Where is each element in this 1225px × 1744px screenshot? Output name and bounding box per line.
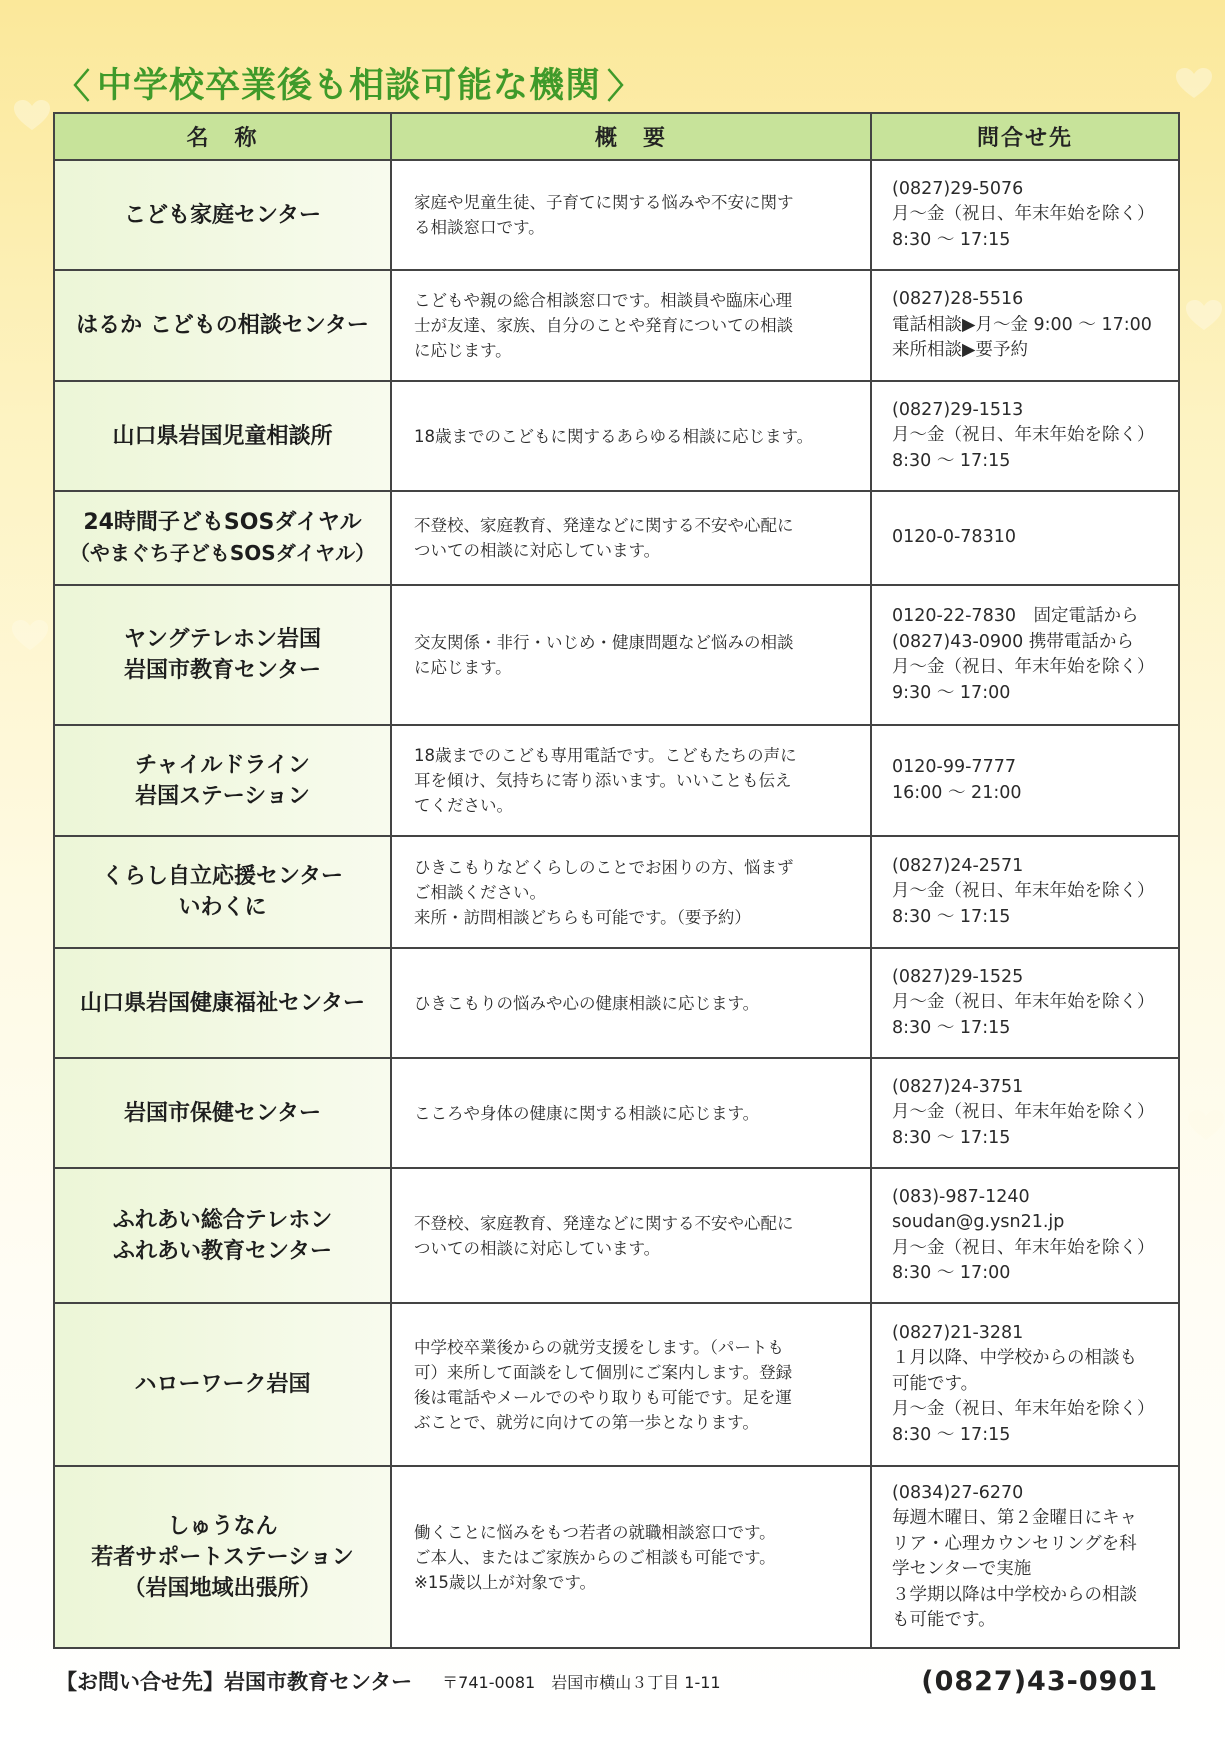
cell-name — [54, 725, 391, 836]
contact-line: 0120-22-7830 固定電話から — [892, 606, 1139, 626]
contact-line: も可能です。 — [892, 1610, 996, 1630]
desc-line: に応じます。 — [414, 341, 512, 360]
cell-contact — [871, 1168, 1179, 1303]
cell-desc — [391, 725, 871, 836]
contact-line: 月～金（祝日、年末年始を除く） — [892, 657, 1155, 677]
table-row — [54, 1466, 1179, 1648]
table-row — [54, 381, 1179, 491]
desc-line: 不登校、家庭教育、発達などに関する不安や心配に — [414, 1213, 794, 1233]
contact-line: (0827)21-3281 — [892, 1322, 1024, 1343]
header-contact: 問合せ先 — [871, 113, 1179, 160]
contact-line: 8:30 ～ 17:15 — [892, 450, 1011, 471]
contact-line: (083)-987-1240 — [892, 1186, 1030, 1207]
cell-desc — [391, 1058, 871, 1168]
desc-line: 来所・訪問相談どちらも可能です。（要予約） — [414, 907, 751, 927]
cell-contact — [871, 160, 1179, 270]
desc-line: こころや身体の健康に関する相談に応じます。 — [414, 1103, 760, 1123]
desc-line: 士が友達、家族、自分のことや発育についての相談 — [414, 316, 794, 335]
contact-line: 可能です。 — [892, 1373, 979, 1394]
contact-line: (0827)29-1525 — [892, 966, 1024, 987]
name-line: 岩国市教育センター — [123, 658, 322, 683]
name-line: はるか こどもの相談センター — [76, 313, 369, 338]
name-line: 岩国ステーション — [135, 783, 310, 809]
heart-decoration-icon — [1188, 1110, 1224, 1142]
contact-line: 月～金（祝日、年末年始を除く） — [892, 425, 1155, 446]
desc-line: 後は電話やメールでのやり取りも可能です。足を運 — [414, 1387, 792, 1407]
desc-line: ※15歳以上が対象です。 — [414, 1572, 597, 1592]
cell-contact — [871, 585, 1179, 725]
contact-line: (0827)29-1513 — [892, 399, 1024, 420]
cell-contact — [871, 948, 1179, 1058]
contact-line: (0827)24-3751 — [892, 1076, 1024, 1097]
organization-table — [53, 112, 1180, 1649]
contact-line: soudan@g.ysn21.jp — [892, 1212, 1065, 1232]
cell-name — [54, 948, 391, 1058]
contact-line: (0827)28-5516 — [892, 289, 1024, 310]
contact-line: 月～金（祝日、年末年始を除く） — [892, 1399, 1155, 1420]
name-line: 岩国市保健センター — [123, 1100, 322, 1126]
contact-line: １月以降、中学校からの相談も — [892, 1348, 1137, 1369]
cell-desc — [391, 1303, 871, 1466]
title-close-bracket: 〉 — [607, 66, 643, 107]
desc-line: こどもや親の総合相談窓口です。相談員や臨床心理 — [414, 291, 793, 310]
table-row — [54, 270, 1179, 381]
desc-line: ひきこもりの悩みや心の健康相談に応じます。 — [414, 993, 760, 1013]
name-line: 山口県岩国児童相談所 — [112, 423, 333, 449]
desc-line: 18歳までのこどもに関するあらゆる相談に応じます。 — [414, 426, 814, 446]
name-line: くらし自立応援センター — [101, 864, 344, 889]
contact-line: 8:30 ～ 17:15 — [892, 1017, 1011, 1038]
desc-line: 可）来所して面談をして個別にご案内します。登録 — [414, 1362, 793, 1382]
desc-line: ついての相談に対応しています。 — [414, 541, 661, 560]
cell-name — [54, 1466, 391, 1648]
cell-name — [54, 1058, 391, 1168]
cell-desc — [391, 270, 871, 381]
table-row — [54, 1168, 1179, 1303]
cell-name — [54, 491, 391, 585]
contact-line: 月～金（祝日、年末年始を除く） — [892, 881, 1155, 902]
table-row — [54, 725, 1179, 836]
name-line: ヤングテレホン岩国 — [124, 627, 321, 652]
cell-desc — [391, 1168, 871, 1303]
cell-contact — [871, 1303, 1179, 1466]
contact-line: 月～金（祝日、年末年始を除く） — [892, 1237, 1155, 1258]
desc-line: 家庭や児童生徒、子育てに関する悩みや不安に関す — [414, 193, 794, 212]
heart-decoration-icon — [12, 620, 48, 652]
footer-address: 〒741-0081 岩国市横山３丁目 1-11 — [442, 1672, 721, 1692]
name-line: ふれあい総合テレホン — [112, 1207, 333, 1233]
table-header-row — [54, 113, 1179, 160]
cell-contact — [871, 725, 1179, 836]
contact-line: 月～金（祝日、年末年始を除く） — [892, 204, 1155, 225]
page-title-text: 中学校卒業後も相談可能な機関 — [97, 66, 602, 106]
contact-line: 来所相談▶要予約 — [892, 340, 1028, 361]
table-row — [54, 948, 1179, 1058]
cell-contact — [871, 836, 1179, 948]
header-name: 名 称 — [54, 113, 391, 160]
cell-desc — [391, 491, 871, 585]
heart-decoration-icon — [1176, 68, 1212, 100]
cell-desc — [391, 836, 871, 948]
desc-line: 不登校、家庭教育、発達などに関する不安や心配に — [414, 516, 794, 535]
name-line: （やまぐち子どもSOSダイヤル） — [69, 541, 376, 565]
cell-name — [54, 381, 391, 491]
cell-desc — [391, 381, 871, 491]
name-line: いわくに — [178, 895, 267, 920]
table-row — [54, 491, 1179, 585]
name-line: ハローワーク岩国 — [134, 1372, 311, 1397]
table-row — [54, 836, 1179, 948]
cell-name — [54, 836, 391, 948]
contact-line: (0827)43-0900 携帯電話から — [892, 631, 1134, 652]
cell-desc — [391, 948, 871, 1058]
table-row — [54, 1058, 1179, 1168]
desc-line: ひきこもりなどくらしのことでお困りの方、悩まず — [414, 857, 794, 877]
contact-line: 9:30 ～ 17:00 — [892, 682, 1011, 703]
cell-contact — [871, 270, 1179, 381]
footer — [56, 1662, 1178, 1700]
table-row — [54, 1303, 1179, 1466]
name-line: 24時間子どもSOSダイヤル — [83, 510, 362, 535]
cell-desc — [391, 585, 871, 725]
name-line: 山口県岩国健康福祉センター — [79, 990, 366, 1016]
page-title — [50, 58, 648, 108]
contact-line: 8:30 ～ 17:15 — [892, 1424, 1011, 1445]
desc-line: に応じます。 — [414, 658, 512, 677]
heart-decoration-icon — [14, 100, 50, 132]
contact-line: (0827)29-5076 — [892, 178, 1024, 199]
name-line: チャイルドライン — [135, 752, 310, 778]
desc-line: 働くことに悩みをもつ若者の就職相談窓口です。 — [414, 1522, 776, 1542]
cell-name — [54, 160, 391, 270]
cell-contact — [871, 381, 1179, 491]
contact-line: 学センターで実施 — [892, 1559, 1032, 1579]
cell-name — [54, 1303, 391, 1466]
contact-line: 月～金（祝日、年末年始を除く） — [892, 1102, 1155, 1123]
desc-line: 18歳までのこども専用電話です。こどもたちの声に — [414, 746, 797, 765]
contact-line: (0834)27-6270 — [892, 1482, 1024, 1503]
contact-line: 電話相談▶月～金 9:00 ～ 17:00 — [892, 314, 1152, 335]
name-line: しゅうなん — [167, 1513, 278, 1539]
desc-line: 中学校卒業後からの就労支援をします。（パートも — [414, 1337, 784, 1357]
contact-line: 8:30 ～ 17:00 — [892, 1263, 1011, 1283]
contact-line: 0120-0-78310 — [892, 527, 1016, 548]
contact-line: 8:30 ～ 17:15 — [892, 229, 1011, 250]
name-line: ふれあい教育センター — [112, 1238, 333, 1264]
cell-desc — [391, 1466, 871, 1648]
cell-name — [54, 585, 391, 725]
contact-line: 16:00 ～ 21:00 — [892, 782, 1022, 803]
desc-line: 交友関係・非行・いじめ・健康問題など悩みの相談 — [414, 633, 794, 652]
name-line: こども家庭センター — [123, 202, 322, 228]
cell-contact — [871, 491, 1179, 585]
contact-line: 月～金（祝日、年末年始を除く） — [892, 992, 1155, 1013]
contact-line: 8:30 ～ 17:15 — [892, 906, 1011, 927]
desc-line: 耳を傾け、気持ちに寄り添います。いいことも伝え — [414, 771, 792, 790]
contact-line: リア・心理カウンセリングを科 — [892, 1533, 1137, 1554]
title-open-bracket: 〈 — [56, 66, 91, 107]
desc-line: ご相談ください。 — [414, 882, 546, 902]
contact-line: 毎週木曜日、第２金曜日にキャ — [892, 1508, 1137, 1528]
cell-contact — [871, 1466, 1179, 1648]
desc-line: ついての相談に対応しています。 — [414, 1238, 661, 1258]
footer-tel: (0827)43-0901 — [921, 1665, 1158, 1697]
table-row — [54, 585, 1179, 725]
desc-line: ご本人、またはご家族からのご相談も可能です。 — [414, 1547, 776, 1567]
heart-decoration-icon — [1186, 300, 1222, 332]
cell-name — [54, 1168, 391, 1303]
cell-desc — [391, 160, 871, 270]
header-desc: 概 要 — [391, 113, 871, 160]
desc-line: る相談窓口です。 — [414, 218, 545, 237]
cell-name — [54, 270, 391, 381]
contact-line: ３学期以降は中学校からの相談 — [892, 1584, 1137, 1605]
table-row — [54, 160, 1179, 270]
name-line: （岩国地域出張所） — [123, 1575, 322, 1601]
desc-line: ぶことで、就労に向けての第一歩となります。 — [414, 1412, 759, 1432]
contact-line: 0120-99-7777 — [892, 757, 1016, 777]
cell-contact — [871, 1058, 1179, 1168]
contact-line: (0827)24-2571 — [892, 855, 1024, 876]
name-line: 若者サポートステーション — [91, 1544, 354, 1570]
footer-label: 【お問い合せ先】岩国市教育センター — [56, 1670, 413, 1694]
desc-line: てください。 — [414, 796, 513, 815]
contact-line: 8:30 ～ 17:15 — [892, 1127, 1011, 1148]
